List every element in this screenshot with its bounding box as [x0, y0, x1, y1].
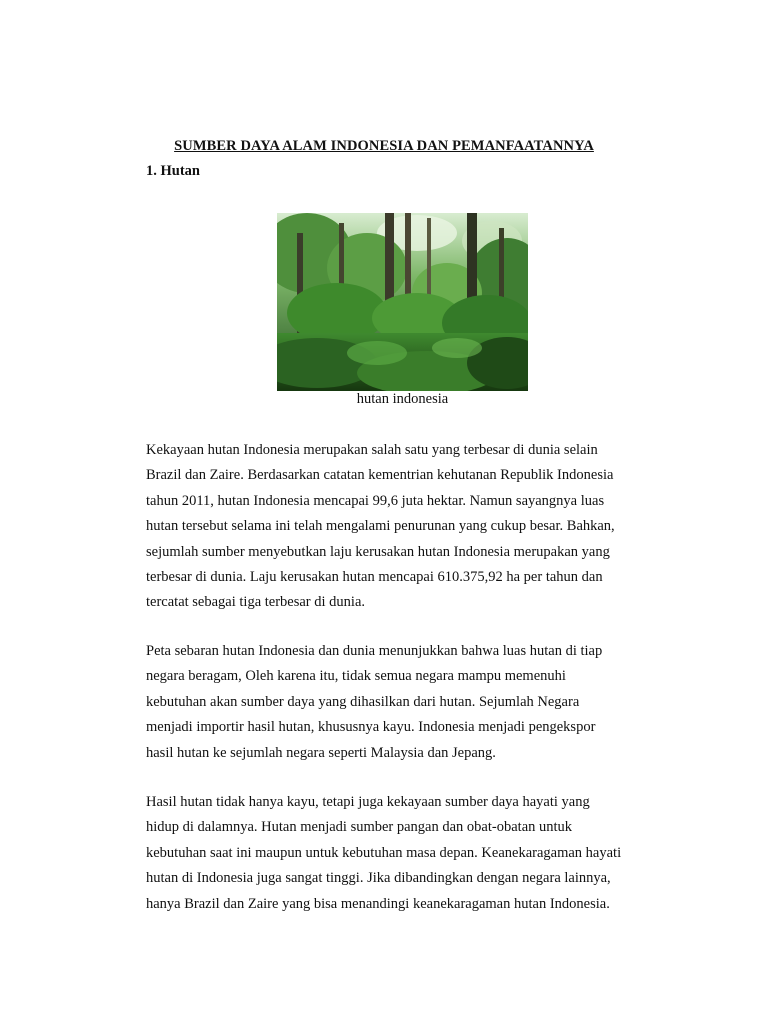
paragraph — [146, 790, 666, 917]
paragraph-line: sejumlah sumber menyebutkan laju kerusakan hutan Indonesia merupakan yang — [146, 543, 610, 560]
paragraph-line: kebutuhan saat ini maupun untuk kebutuhan masa depan. Keanekaragaman hayati — [146, 844, 622, 861]
paragraph-line: Hasil hutan tidak hanya kayu, tetapi juga kekayaan sumber daya hayati yang — [146, 794, 590, 810]
section-heading: 1. Hutan — [146, 163, 200, 179]
paragraph-line: Peta sebaran hutan Indonesia dan dunia menunjukkan bahwa luas hutan di tiap — [146, 643, 603, 659]
paragraph-line: kebutuhan akan sumber daya yang dihasilkan dari hutan. Sejumlah Negara — [146, 693, 580, 710]
forest-photo — [277, 213, 528, 391]
paragraph-line: hutan di Indonesia juga sangat tinggi. Jika dibandingkan dengan negara lainnya, — [146, 870, 611, 887]
paragraph — [146, 438, 666, 616]
paragraph-line: hanya Brazil dan Zaire yang bisa menandingi keanekaragaman hutan Indonesia. — [146, 895, 610, 912]
paragraph-line: tahun 2011, hutan Indonesia mencapai 99,6 juta hektar. Namun sayangnya luas — [146, 492, 605, 509]
figure-caption: hutan indonesia — [356, 391, 449, 407]
paragraph-line: hutan tersebut selama ini telah mengalami penurunan yang cukup besar. Bahkan, — [146, 518, 615, 535]
paragraph-line: Brazil dan Zaire. Berdasarkan catatan kementrian kehutanan Republik Indonesia — [146, 467, 614, 484]
paragraph-line: hidup di dalamnya. Hutan menjadi sumber pangan dan obat-obatan untuk — [146, 819, 573, 836]
paragraph-line: hasil hutan ke sejumlah negara seperti Malaysia dan Jepang. — [146, 744, 496, 761]
document-title: SUMBER DAYA ALAM INDONESIA DAN PEMANFAATANNYA — [174, 138, 594, 154]
paragraph-line: negara beragam, Oleh karena itu, tidak semua negara mampu memenuhi — [146, 668, 566, 685]
paragraph-line: Kekayaan hutan Indonesia merupakan salah satu yang terbesar di dunia selain — [146, 442, 598, 458]
paragraph-line: menjadi importir hasil hutan, khususnya kayu. Indonesia menjadi pengekspor — [146, 719, 596, 736]
paragraph-line: terbesar di dunia. Laju kerusakan hutan mencapai 610.375,92 ha per tahun dan — [146, 569, 603, 586]
paragraph — [146, 639, 666, 766]
paragraph-line: tercatat sebagai tiga terbesar di dunia. — [146, 594, 366, 611]
